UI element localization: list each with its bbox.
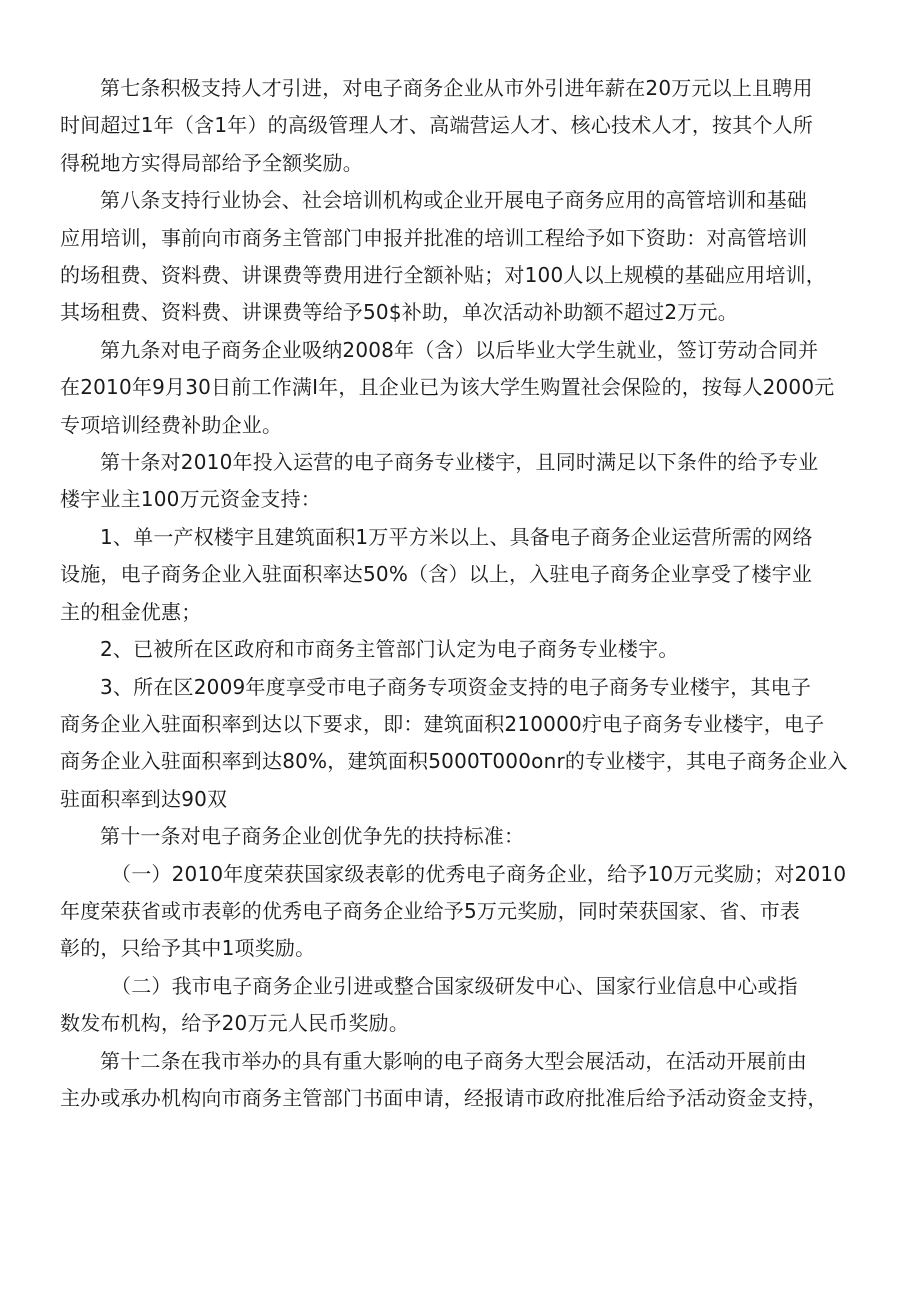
text-line: 得税地方实得局部给予全额奖励。 <box>60 150 363 175</box>
paragraph <box>60 444 855 519</box>
text-line: 彰的，只给予其中1项奖励。 <box>60 936 316 961</box>
text-line: 第十二条在我市举办的具有重大影响的电子商务大型会展活动，在活动开展前由 <box>100 1048 807 1073</box>
text-line: 第七条积极支持人才引进，对电子商务企业从市外引进年薪在20万元以上且聘用 <box>100 76 813 100</box>
paragraph <box>60 332 855 444</box>
text-line: 主办或承办机构向市商务主管部门书面申请，经报请市政府批准后给予活动资金支持， <box>60 1085 828 1110</box>
paragraph <box>60 182 855 332</box>
text-line: 数发布机构，给予20万元人民币奖励。 <box>60 1011 410 1036</box>
text-line: 3、所在区2009年度享受市电子商务专项资金支持的电子商务专业楼宇，其电子 <box>100 674 812 699</box>
text-line: 时间超过1年（含1年）的高级管理人才、高端营运人才、核心技术人才，按其个人所 <box>60 113 814 138</box>
text-line: （一）2010年度荣获国家级表彰的优秀电子商务企业，给予10万元奖励；对2010 <box>111 861 847 886</box>
paragraph <box>60 818 855 855</box>
paragraph <box>60 70 855 182</box>
text-line: 商务企业入驻面积率到达80%，建筑面积5000T000onr的专业楼宇，其电子商务企业入 <box>60 749 848 774</box>
text-line: （二）我市电子商务企业引进或整合国家级研发中心、国家行业信息中心或指 <box>111 973 798 998</box>
text-line: 其场租费、资料费、讲课费等给予50$补助，单次活动补助额不超过2万元。 <box>60 300 738 325</box>
paragraph <box>60 856 855 968</box>
text-line: 驻面积率到达90双 <box>60 786 228 811</box>
text-line: 商务企业入驻面积率到达以下要求，即：建筑面积210000疔电子商务专业楼宇，电子 <box>60 711 825 736</box>
text-line: 第八条支持行业协会、社会培训机构或企业开展电子商务应用的高管培训和基础 <box>100 188 807 213</box>
document-page <box>60 70 855 1117</box>
text-line: 专项培训经费补助企业。 <box>60 412 283 437</box>
text-line: 应用培训，事前向市商务主管部门申报并批准的培训工程给予如下资助：对高管培训 <box>60 225 808 250</box>
text-line: 1、单一产权楼宇且建筑面积1万平方米以上、具备电子商务企业运营所需的网络 <box>100 524 813 549</box>
text-line: 2、已被所在区政府和市商务主管部门认定为电子商务专业楼宇。 <box>100 637 679 662</box>
paragraph <box>60 1043 855 1118</box>
text-line: 第九条对电子商务企业吸纳2008年（含）以后毕业大学生就业，签订劳动合同并 <box>100 337 819 362</box>
text-line: 年度荣获省或市表彰的优秀电子商务企业给予5万元奖励，同时荣获国家、省、市表 <box>60 898 801 923</box>
paragraph <box>60 519 855 631</box>
text-line: 第十条对2010年投入运营的电子商务专业楼宇，且同时满足以下条件的给予专业 <box>100 450 819 475</box>
text-line: 楼宇业主100万元资金支持： <box>60 487 321 512</box>
paragraph <box>60 669 855 819</box>
text-line: 设施，电子商务企业入驻面积率达50%（含）以上，入驻电子商务企业享受了楼宇业 <box>60 562 813 587</box>
text-line: 的场租费、资料费、讲课费等费用进行全额补贴；对100人以上规模的基础应用培训， <box>60 263 826 288</box>
text-line: 主的租金优惠； <box>60 599 202 624</box>
text-line: 在2010年9月30日前工作满I年，且企业已为该大学生购置社会保险的，按每人2000元 <box>60 375 835 400</box>
paragraph <box>60 968 855 1043</box>
text-line: 第十一条对电子商务企业创优争先的扶持标准： <box>100 824 525 849</box>
paragraph <box>60 631 855 668</box>
